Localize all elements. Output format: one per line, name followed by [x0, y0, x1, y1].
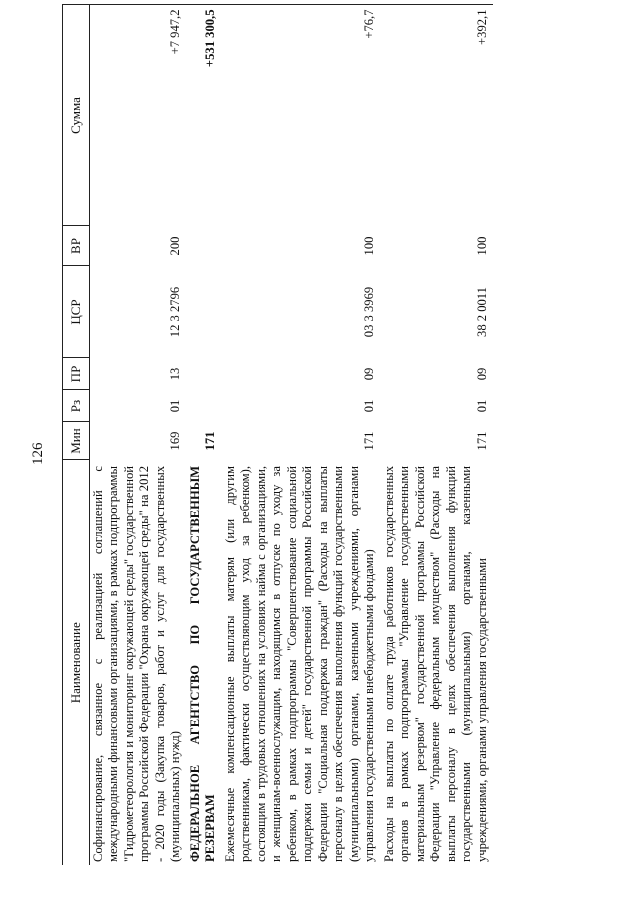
- row-name: Расходы на выплаты по оплате труда работников государственных органов в рамках подпрограммы "Управление государственными материальным резервом" государственной программы Российской Федерации "Управление федеральным имуществом" (Расходы на выплаты персоналу в целях обеспечения выполнения функций государственными (муниципальными) органами, казенными учреждениями, органами управления государственными: [381, 466, 489, 862]
- row-csr: 38 2 0011: [474, 287, 489, 337]
- header-rz: Рз: [63, 390, 90, 422]
- row-rz: 01: [362, 399, 377, 413]
- table-row: [381, 5, 493, 865]
- budget-table: [62, 5, 493, 866]
- row-vr: [187, 226, 222, 266]
- header-name: Наименование: [63, 460, 90, 865]
- header-vr: ВР: [63, 226, 90, 266]
- table-row: [90, 5, 187, 865]
- row-min: 169: [168, 431, 183, 451]
- row-vr: 100: [362, 236, 377, 256]
- table-row: [187, 5, 222, 865]
- row-name: Софинансирование, связанное с реализацией соглашений с международными финансовыми организациями, в рамках подпрограммы "Гидрометеорология и мониторинг окружающей среды" государственной программы Российской Федерации "Охрана окружающей среды" на 2012 - 2020 годы (Закупка товаров, работ и услуг для государственных (муниципальных) нужд): [91, 466, 183, 862]
- row-csr: 12 3 2796: [168, 286, 183, 338]
- header-min: Мин: [63, 422, 90, 460]
- row-vr: 100: [474, 236, 489, 256]
- page-number: 126: [30, 442, 46, 465]
- row-csr: 03 3 3969: [362, 286, 377, 338]
- row-vr: 200: [168, 236, 183, 256]
- row-pr: 09: [474, 367, 489, 381]
- header-sum: Сумма: [63, 5, 90, 226]
- row-name: Ежемесячные компенсационные выплаты матерям (или другим родственникам, фактически осуществляющим уход за ребенком), состоящим в трудовых отношениях на условиях найма с организациями, и женщинам-военнослужащим, находящимся в отпуске по уходу за ребенком, в рамках подпрограммы "Совершенствование социальной поддержки семьи и детей" государственной программы Российской Федерации "Социальная поддержка граждан" (Расходы на выплаты персоналу в целях обеспечения выполнения функций государственными (муниципальными) органами, казенными учреждениями, органами управления государственными внебюджетными фондами): [222, 466, 377, 862]
- row-csr: [187, 266, 222, 358]
- row-sum: +7 947,2: [90, 5, 187, 226]
- row-min: 171: [203, 431, 218, 451]
- table-header-row: [63, 5, 90, 865]
- row-pr: [187, 358, 222, 390]
- row-rz: [187, 390, 222, 422]
- row-sum: +76,7: [222, 5, 381, 226]
- table-row: [222, 5, 381, 865]
- row-rz: 01: [168, 399, 183, 413]
- row-sum: +531 300,5: [187, 5, 222, 226]
- row-pr: 09: [362, 367, 377, 381]
- row-min: 171: [474, 431, 489, 451]
- header-csr: ЦСР: [63, 266, 90, 358]
- row-min: 171: [362, 431, 377, 451]
- row-name: ФЕДЕРАЛЬНОЕ АГЕНТСТВО ПО ГОСУДАРСТВЕННЫМ РЕЗЕРВАМ: [187, 466, 218, 862]
- header-pr: ПР: [63, 358, 90, 390]
- row-sum: +392,1: [381, 5, 493, 226]
- row-pr: 13: [168, 367, 183, 381]
- row-rz: 01: [474, 399, 489, 413]
